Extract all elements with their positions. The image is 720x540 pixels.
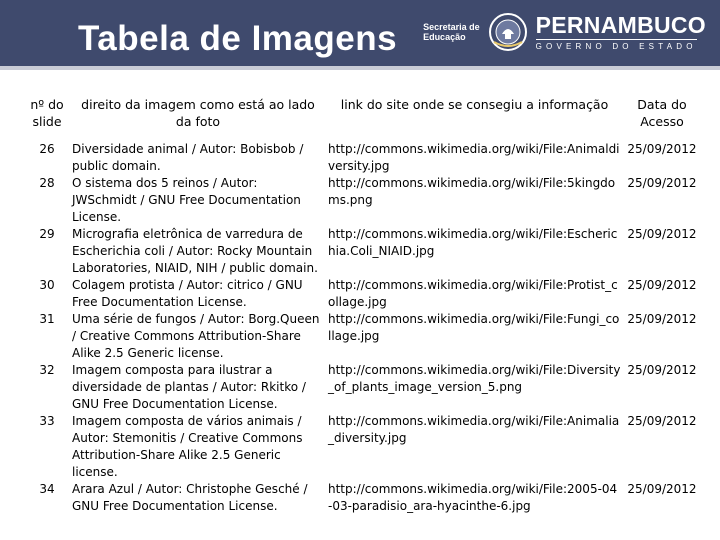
header-date: Data do Acesso: [637, 97, 687, 129]
slide-number: 32: [39, 363, 55, 377]
header-author: direito da imagem como está ao lado da foto: [81, 97, 315, 129]
image-credit: Micrografia eletrônica de varredura de Escherichia coli / Autor: Rocky Mountain Laboratories, NIAID, NIH / public domain.: [72, 227, 318, 275]
table-row: [24, 481, 701, 515]
secretaria-line-2: Educação: [423, 32, 466, 42]
slide-number: 33: [39, 414, 55, 428]
slide-number: 28: [39, 176, 55, 190]
table-row: [24, 413, 701, 481]
slide-number: 26: [39, 142, 55, 156]
secretaria-label: [423, 22, 480, 42]
table-row: [24, 136, 701, 175]
table-row: [24, 362, 701, 413]
image-credit: Arara Azul / Autor: Christophe Gesché / GNU Free Documentation License.: [72, 482, 308, 513]
access-date: 25/09/2012: [627, 227, 697, 241]
source-link[interactable]: http://commons.wikimedia.org/wiki/File:2005-04-03-paradisio_ara-hyacinthe-6.jpg: [328, 482, 618, 513]
slide-number: 30: [39, 278, 55, 292]
source-link[interactable]: http://commons.wikimedia.org/wiki/File:5kingdoms.png: [328, 176, 616, 207]
table-row: [24, 226, 701, 277]
image-credit: Colagem protista / Autor: citrico / GNU Free Documentation License.: [72, 278, 303, 309]
slide-number: 29: [39, 227, 55, 241]
header-slide: nº do slide: [30, 97, 64, 129]
image-credit: Imagem composta para ilustrar a diversidade de plantas / Autor: Rkitko / GNU Free Documentation License.: [72, 363, 306, 411]
access-date: 25/09/2012: [627, 278, 697, 292]
access-date: 25/09/2012: [627, 312, 697, 326]
table-row: [24, 277, 701, 311]
slide-number: 34: [39, 482, 55, 496]
header-banner: [0, 0, 720, 66]
source-link[interactable]: http://commons.wikimedia.org/wiki/File:Escherichia.Coli_NIAID.jpg: [328, 227, 618, 258]
secretaria-line-1: Secretaria de: [423, 22, 480, 32]
access-date: 25/09/2012: [627, 363, 697, 377]
image-credit: Imagem composta de vários animais / Autor: Stemonitis / Creative Commons Attribution-Share Alike 2.5 Generic license.: [72, 414, 303, 479]
brand-block: [536, 13, 706, 51]
access-date: 25/09/2012: [627, 176, 697, 190]
table-row: [24, 311, 701, 362]
image-credit: Diversidade animal / Autor: Bobisbob / public domain.: [72, 142, 304, 173]
source-link[interactable]: http://commons.wikimedia.org/wiki/File:Animalia_diversity.jpg: [328, 414, 620, 445]
access-date: 25/09/2012: [627, 142, 697, 156]
images-table: [24, 93, 701, 515]
source-link[interactable]: http://commons.wikimedia.org/wiki/File:Fungi_collage.jpg: [328, 312, 620, 343]
access-date: 25/09/2012: [627, 414, 697, 428]
government-logo: [423, 8, 706, 56]
source-link[interactable]: http://commons.wikimedia.org/wiki/File:Diversity_of_plants_image_version_5.png: [328, 363, 621, 394]
brand-name: PERNAMBUCO: [535, 12, 706, 38]
source-link[interactable]: http://commons.wikimedia.org/wiki/File:Animaldiversity.jpg: [328, 142, 620, 173]
table-row: [24, 175, 701, 226]
slide-number: 31: [39, 312, 55, 326]
access-date: 25/09/2012: [627, 482, 697, 496]
image-credit: O sistema dos 5 reinos / Autor: JWSchmidt / GNU Free Documentation License.: [72, 176, 301, 224]
table-header-row: [24, 93, 701, 136]
header-link: link do site onde se consegiu a informação: [340, 97, 609, 112]
source-link[interactable]: http://commons.wikimedia.org/wiki/File:Protist_collage.jpg: [328, 278, 618, 309]
image-credit: Uma série de fungos / Autor: Borg.Queen / Creative Commons Attribution-Share Alike 2.5 Generic license.: [72, 312, 320, 360]
brand-subtitle: GOVERNO DO ESTADO: [536, 39, 697, 51]
coat-of-arms-icon: [488, 12, 528, 52]
page-title: Tabela de Imagens: [78, 19, 398, 58]
